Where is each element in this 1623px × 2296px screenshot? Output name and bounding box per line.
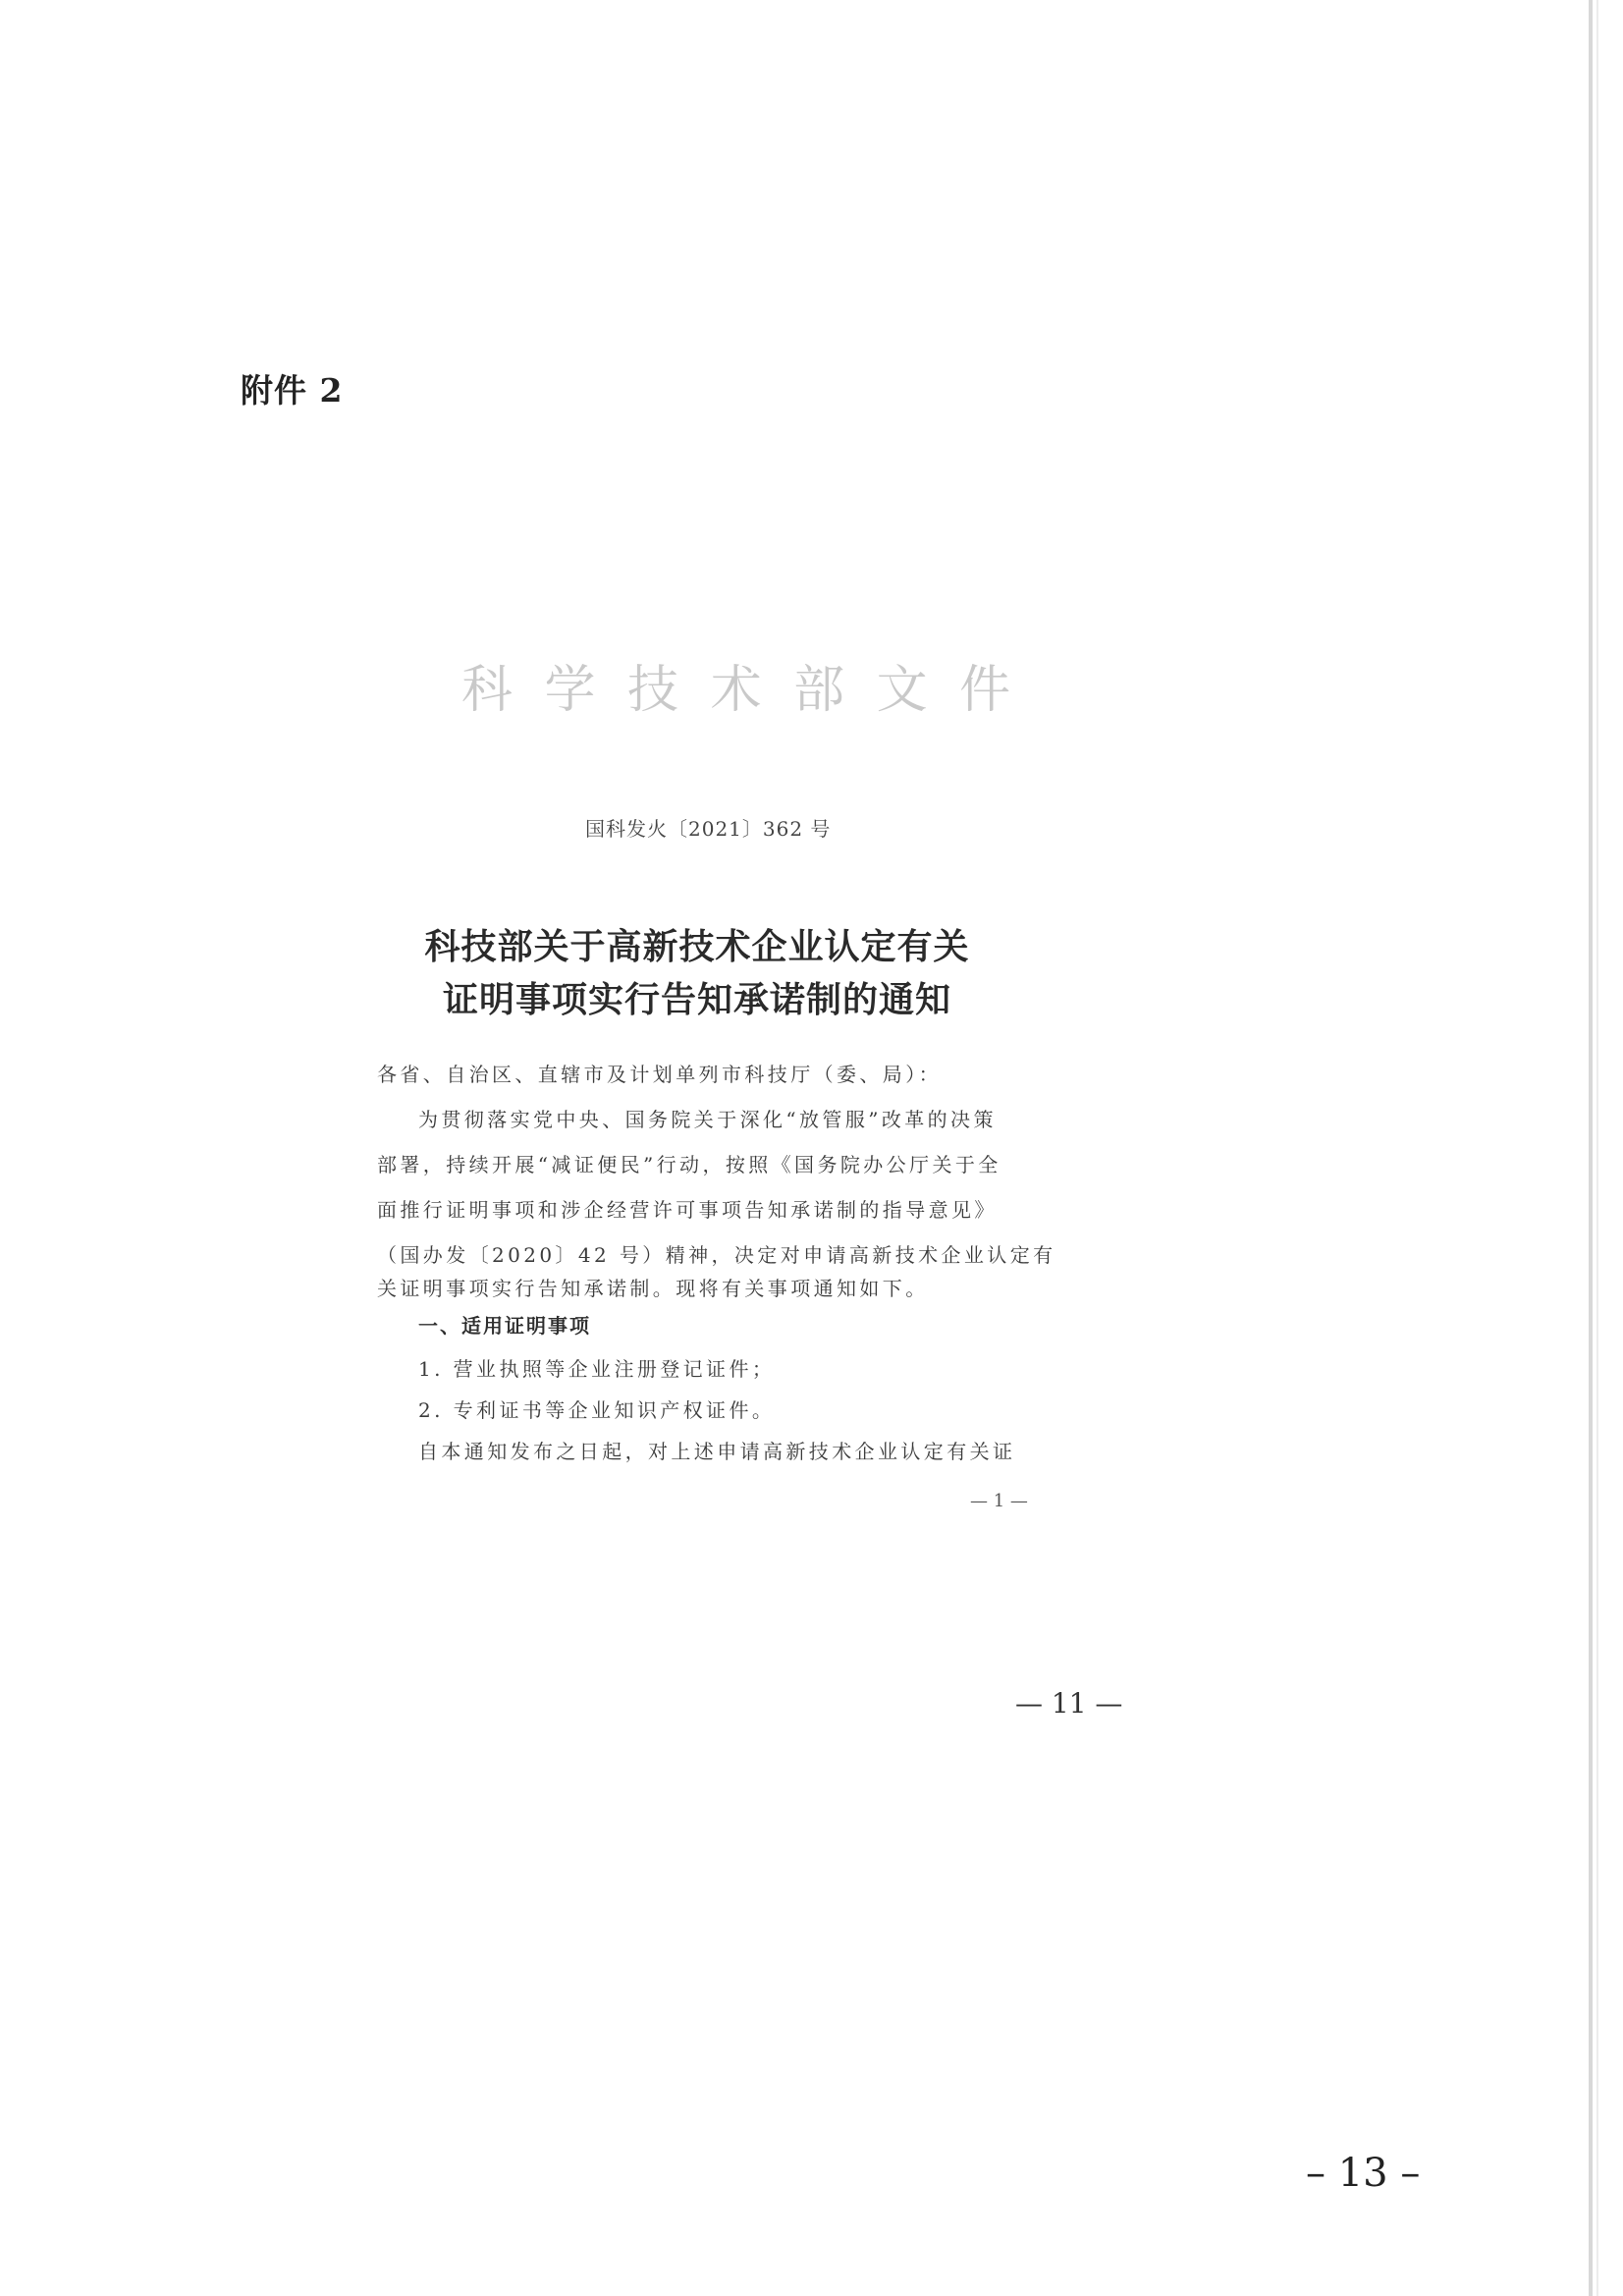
attachment-label: 附件 2	[241, 371, 344, 410]
outer-page-number: — 11 —	[1015, 1687, 1123, 1720]
paragraph-1-line-5: 关证明事项实行告知承诺制。现将有关事项通知如下。	[377, 1277, 929, 1300]
addressee: 各省、自治区、直辖市及计划单列市科技厅（委、局）：	[377, 1063, 942, 1086]
list-item-1: 1. 营业执照等企业注册登记证件；	[418, 1357, 776, 1381]
inner-page-number: — 1 —	[970, 1491, 1028, 1511]
scan-border-secondary	[1596, 0, 1598, 2296]
paragraph-1-line-4: （国办发〔2020〕42 号）精神，决定对申请高新技术企业认定有	[377, 1243, 1056, 1267]
section-1-heading: 一、适用证明事项	[418, 1314, 591, 1338]
paragraph-1-line-1: 为贯彻落实党中央、国务院关于深化“放管服”改革的决策	[418, 1108, 997, 1131]
faded-letterhead: 科 学 技 术 部 文 件	[461, 661, 1019, 720]
scan-border	[1589, 0, 1593, 2296]
paragraph-1-line-3: 面推行证明事项和涉企经营许可事项告知承诺制的指导意见》	[377, 1198, 998, 1222]
title-line-1: 科技部关于高新技术企业认定有关	[424, 927, 970, 967]
paragraph-1-line-2: 部署，持续开展“减证便民”行动，按照《国务院办公厅关于全	[377, 1153, 1001, 1176]
title-line-2: 证明事项实行告知承诺制的通知	[442, 980, 951, 1020]
paragraph-2-line-1: 自本通知发布之日起，对上述申请高新技术企业认定有关证	[418, 1440, 1016, 1463]
page-number: – 13 –	[1306, 2151, 1421, 2196]
list-item-2: 2. 专利证书等企业知识产权证件。	[418, 1398, 776, 1422]
document-number: 国科发火〔2021〕362 号	[585, 817, 832, 841]
